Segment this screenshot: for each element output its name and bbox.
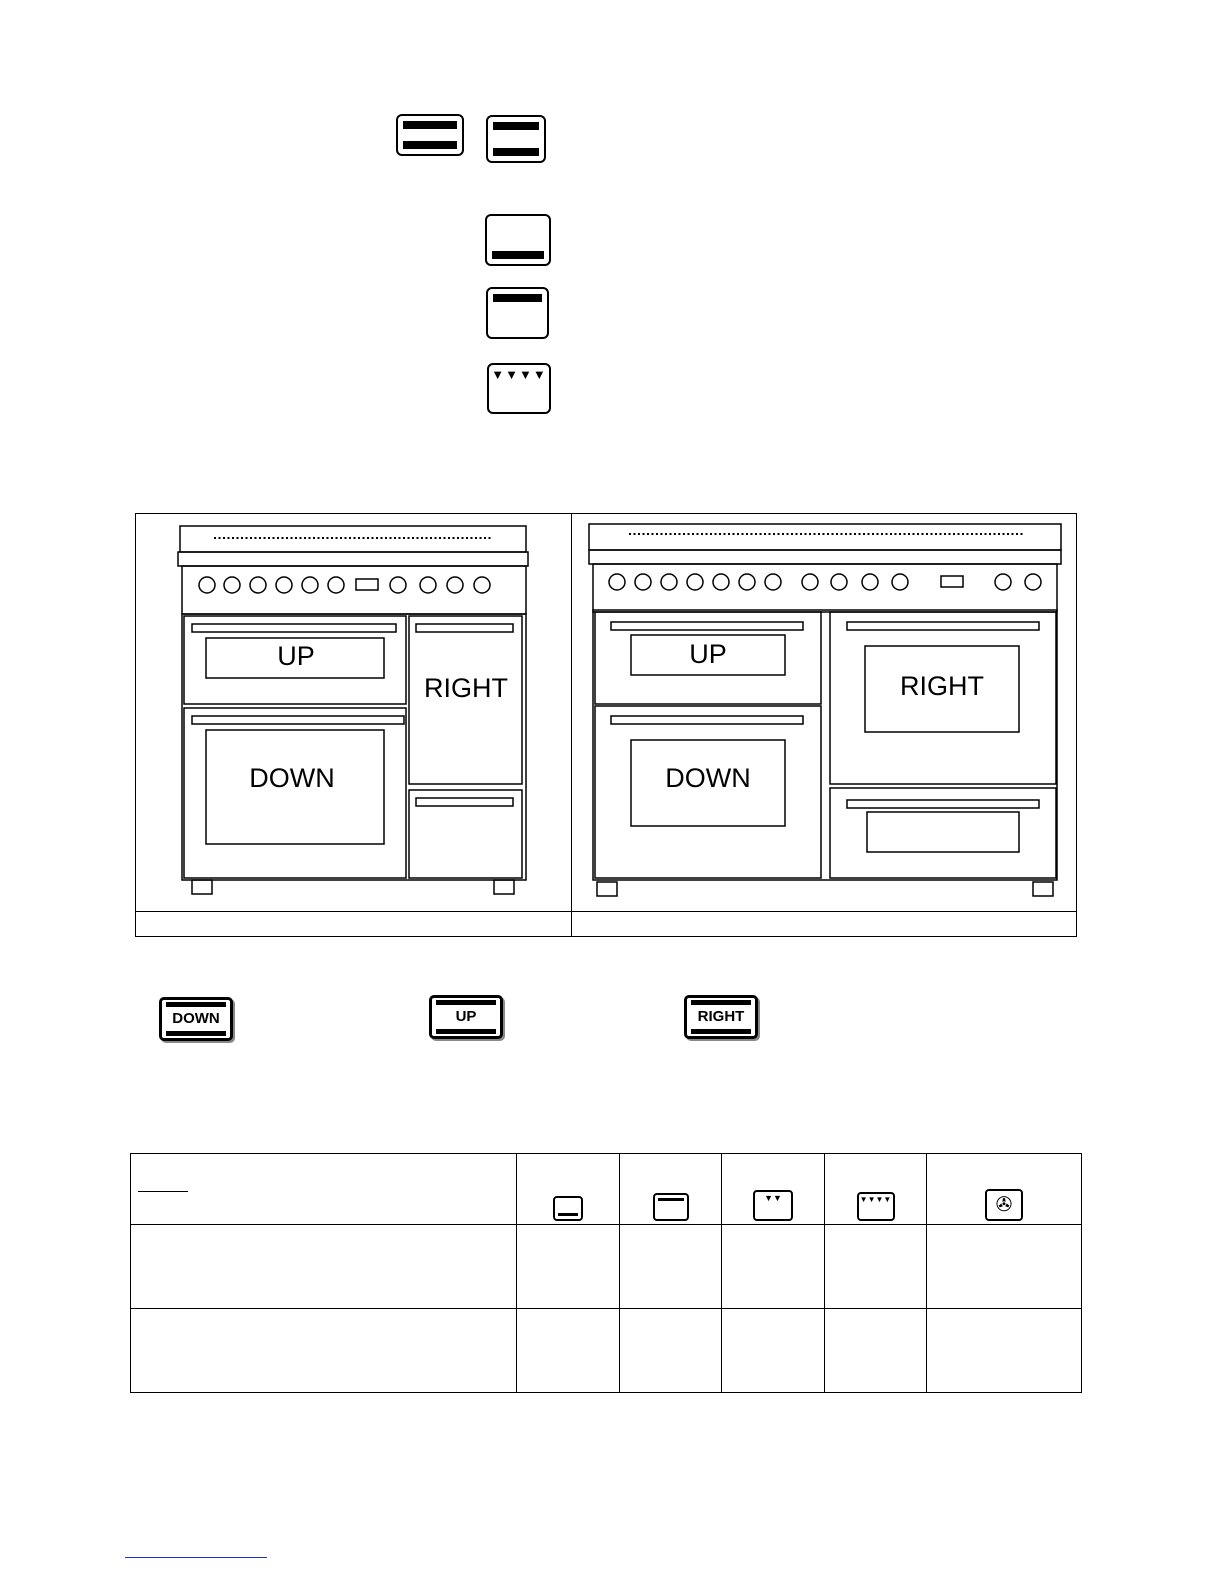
bottom-heat-symbol bbox=[485, 214, 551, 266]
top-bottom-heat-symbol bbox=[396, 114, 464, 156]
grill-symbol: ▼▼▼▼ bbox=[487, 363, 551, 414]
bottom-heat-icon bbox=[553, 1196, 583, 1221]
left-right-label: RIGHT bbox=[424, 673, 508, 703]
table-cell bbox=[722, 1225, 825, 1309]
table-cell bbox=[620, 1309, 722, 1393]
table-cell bbox=[517, 1309, 620, 1393]
header-bottom-heat-cell bbox=[517, 1154, 620, 1225]
header-top-heat-cell bbox=[620, 1154, 722, 1225]
table-header-row bbox=[131, 1154, 1082, 1225]
up-oven-badge: UP bbox=[429, 995, 503, 1039]
left-down-label: DOWN bbox=[249, 763, 335, 793]
oven-function-table bbox=[130, 1153, 1082, 1393]
table-cell bbox=[825, 1309, 927, 1393]
table-row-label bbox=[131, 1225, 517, 1309]
footnote-separator bbox=[125, 1557, 267, 1558]
fan-icon: ✇ bbox=[985, 1189, 1023, 1221]
table-cell bbox=[620, 1225, 722, 1309]
left-up-label: UP bbox=[277, 641, 315, 671]
table-cell bbox=[825, 1225, 927, 1309]
down-oven-badge: DOWN bbox=[159, 997, 233, 1041]
small-grill-icon: ▼▼ bbox=[753, 1190, 793, 1221]
header-full-grill-cell bbox=[825, 1154, 927, 1225]
header-fan-cell bbox=[927, 1154, 1082, 1225]
full-grill-icon: ▼▼▼▼ bbox=[857, 1192, 895, 1221]
table-row bbox=[131, 1309, 1082, 1393]
right-cooker-drawing bbox=[585, 520, 1065, 902]
top-heat-symbol bbox=[486, 287, 549, 339]
right-right-label: RIGHT bbox=[900, 671, 984, 701]
right-oven-badge: RIGHT bbox=[684, 995, 758, 1039]
table-row bbox=[131, 1225, 1082, 1309]
table-cell bbox=[722, 1309, 825, 1393]
table-cell bbox=[927, 1309, 1082, 1393]
right-down-label: DOWN bbox=[665, 763, 751, 793]
table-cell bbox=[517, 1225, 620, 1309]
table-row-label bbox=[131, 1309, 517, 1393]
left-cooker-drawing bbox=[170, 520, 540, 902]
table-header-label-cell bbox=[131, 1154, 517, 1225]
right-up-label: UP bbox=[689, 639, 727, 669]
header-small-grill-cell bbox=[722, 1154, 825, 1225]
table-cell bbox=[927, 1225, 1082, 1309]
top-heat-icon bbox=[653, 1193, 689, 1221]
top-bottom-heat-symbol-alt bbox=[486, 115, 546, 163]
